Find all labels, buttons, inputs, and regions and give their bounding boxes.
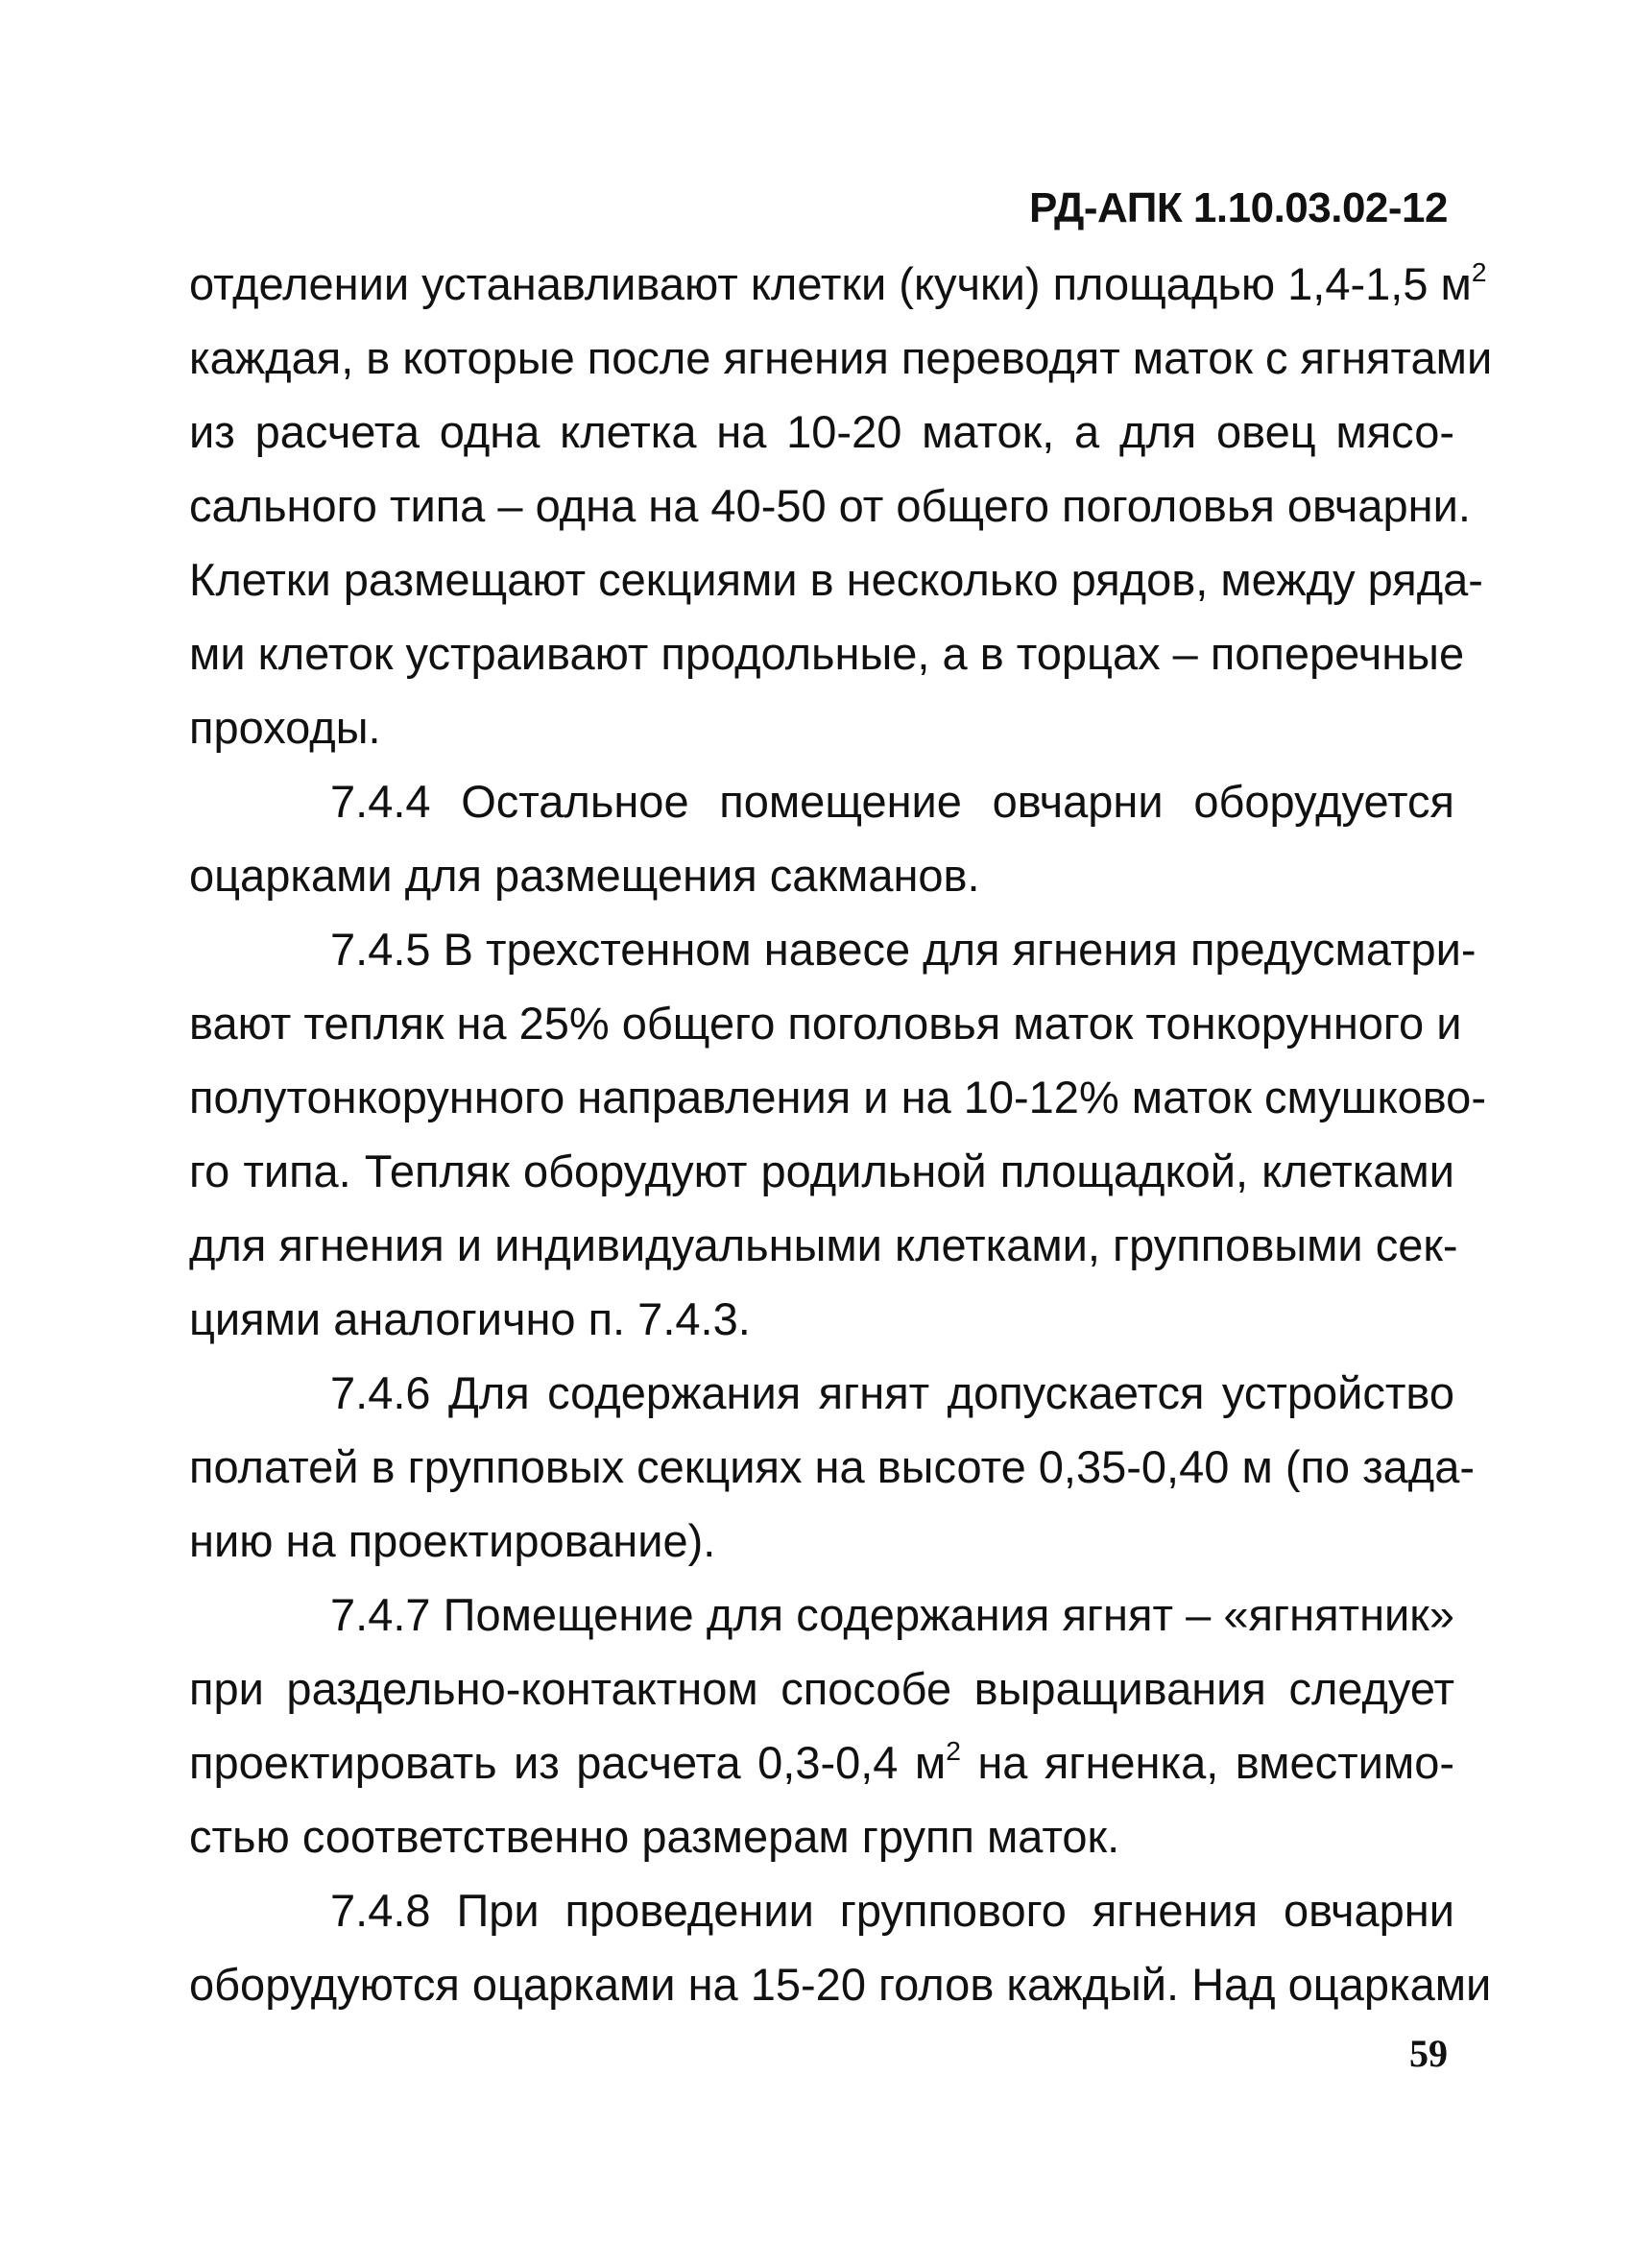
text-line: 7.4.7 Помещение для содержания ягнят – «ягнятник» [330, 1589, 1454, 1640]
text-line: нию на проектирование). [189, 1515, 716, 1566]
text-line: при раздельно-контактном способе выращивания следует [189, 1663, 1454, 1714]
text-line: проходы. [189, 702, 381, 753]
text-line: из расчета одна клетка на 10-20 маток, а для овец мясо- [189, 406, 1454, 457]
text-line: ми клеток устраивают продольные, а в торцах – поперечные [189, 628, 1465, 679]
text-line: Клетки размещают секциями в несколько рядов, между ряда- [189, 554, 1483, 605]
text-line: го типа. Тепляк оборудуют родильной площадкой, клетками [189, 1146, 1454, 1196]
page-number: 59 [1409, 2032, 1448, 2075]
text-line: оцарками для размещения сакманов. [189, 850, 980, 901]
text-line: 7.4.4 Остальное помещение овчарни оборудуется [330, 776, 1454, 827]
text-line: сального типа – одна на 40-50 от общего поголовья овчарни. [189, 480, 1471, 531]
text-line: 7.4.6 Для содержания ягнят допускается устройство [330, 1367, 1454, 1418]
text-line: вают тепляк на 25% общего поголовья маток тонкорунного и [189, 998, 1462, 1049]
text-line: стью соответственно размерам групп маток. [189, 1811, 1120, 1862]
text-line: полутонкорунного направления и на 10-12% маток смушково- [189, 1072, 1486, 1122]
text-line: полатей в групповых секциях на высоте 0,35-0,40 м (по зада- [189, 1441, 1476, 1492]
text-line: отделении устанавливают клетки (кучки) площадью 1,4-1,5 $м^2$ [189, 255, 1487, 309]
text-line: 7.4.5 В трехстенном навесе для ягнения предусматри- [330, 924, 1477, 975]
text-line: циями аналогично п. 7.4.3. [189, 1293, 751, 1344]
text-line: проектировать из расчета 0,3-0,4 $м^2$ на ягненка, вместимо- [189, 1734, 1454, 1788]
text-line: для ягнения и индивидуальными клетками, групповыми сек- [189, 1219, 1458, 1270]
text-line: оборудуются оцарками на 15-20 голов каждый. Над оцарками [189, 1959, 1492, 2010]
superscript: 2 [1471, 255, 1487, 287]
document-code: РД-АПК 1.10.03.02-12 [1028, 184, 1448, 231]
superscript: 2 [946, 1734, 961, 1766]
text-line: 7.4.8 При проведении группового ягнения овчарни [330, 1885, 1454, 1936]
text-line: каждая, в которые после ягнения переводят маток с ягнятами [189, 332, 1493, 383]
